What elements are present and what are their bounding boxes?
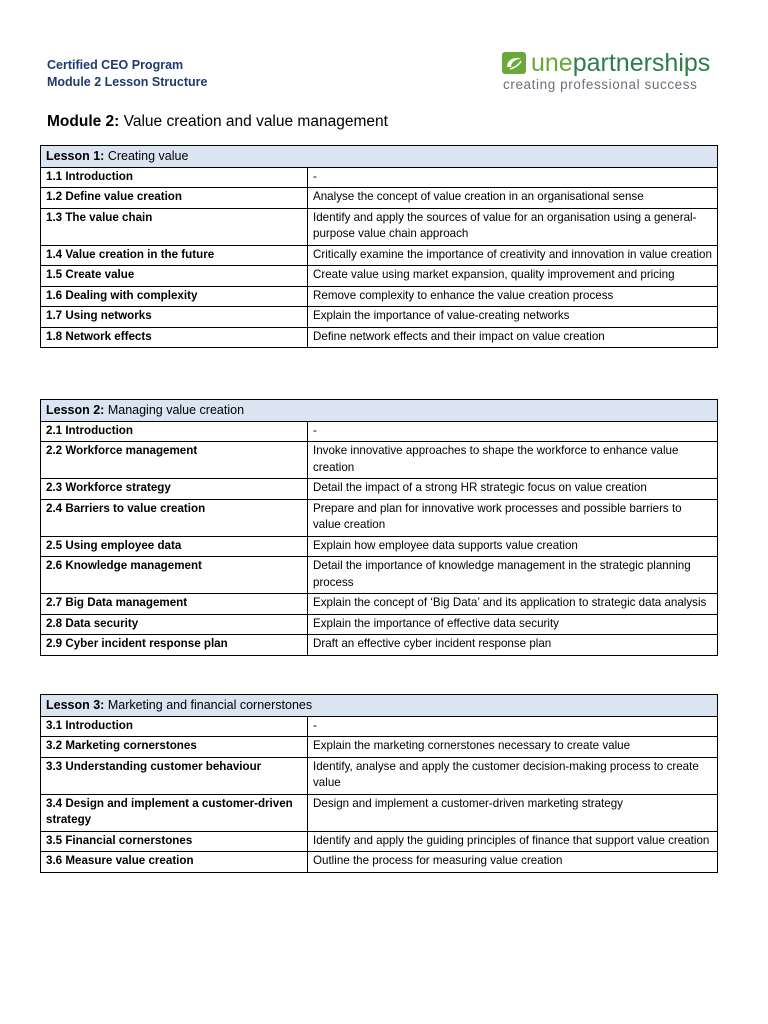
table-row [41, 499, 718, 536]
une-partnerships-logo [502, 50, 714, 92]
description-cell: Detail the impact of a strong HR strategic focus on value creation [308, 479, 718, 500]
topic-cell: 3.6 Measure value creation [41, 852, 308, 873]
topic-cell: 1.8 Network effects [41, 327, 308, 348]
table-row [41, 794, 718, 831]
description-cell: Prepare and plan for innovative work processes and possible barriers to value creation [308, 499, 718, 536]
table-row [41, 557, 718, 594]
topic-cell: 1.5 Create value [41, 266, 308, 287]
topic-cell: 3.4 Design and implement a customer-driven strategy [41, 794, 308, 831]
description-cell: Analyse the concept of value creation in an organisational sense [308, 188, 718, 209]
lesson-1-header: Lesson 1: Creating value [41, 146, 718, 168]
topic-cell: 1.4 Value creation in the future [41, 245, 308, 266]
lesson-2-header: Lesson 2: Managing value creation [41, 400, 718, 422]
description-cell: Identify and apply the guiding principles of finance that support value creation [308, 831, 718, 852]
description-cell: - [308, 716, 718, 737]
table-row [41, 831, 718, 852]
table-row [41, 188, 718, 209]
description-cell: Detail the importance of knowledge management in the strategic planning process [308, 557, 718, 594]
description-cell: Create value using market expansion, quality improvement and pricing [308, 266, 718, 287]
table-row [41, 614, 718, 635]
lesson-3-table [40, 694, 718, 873]
table-row [41, 594, 718, 615]
topic-cell: 3.5 Financial cornerstones [41, 831, 308, 852]
description-cell: Explain the concept of ‘Big Data’ and its application to strategic data analysis [308, 594, 718, 615]
description-cell: Outline the process for measuring value creation [308, 852, 718, 873]
table-row [41, 327, 718, 348]
table-row [41, 167, 718, 188]
table-row [41, 208, 718, 245]
topic-cell: 1.7 Using networks [41, 307, 308, 328]
lesson-1-table [40, 145, 718, 348]
document-header [47, 57, 207, 91]
description-cell: Identify, analyse and apply the customer decision-making process to create value [308, 757, 718, 794]
table-row [41, 737, 718, 758]
module-name: Value creation and value management [119, 113, 388, 130]
description-cell: Identify and apply the sources of value for an organisation using a general-purpose value chain approach [308, 208, 718, 245]
table-row [41, 536, 718, 557]
topic-cell: 3.1 Introduction [41, 716, 308, 737]
table-row [41, 245, 718, 266]
table-row [41, 286, 718, 307]
topic-cell: 2.8 Data security [41, 614, 308, 635]
description-cell: Draft an effective cyber incident response plan [308, 635, 718, 656]
table-row [41, 442, 718, 479]
description-cell: - [308, 167, 718, 188]
swirl-leaf-icon [502, 52, 526, 74]
topic-cell: 2.2 Workforce management [41, 442, 308, 479]
table-row [41, 757, 718, 794]
topic-cell: 1.2 Define value creation [41, 188, 308, 209]
description-cell: Explain the importance of effective data security [308, 614, 718, 635]
table-row [41, 266, 718, 287]
table-row [41, 635, 718, 656]
module-structure-label: Module 2 Lesson Structure [47, 75, 208, 89]
description-cell: Invoke innovative approaches to shape the workforce to enhance value creation [308, 442, 718, 479]
topic-cell: 2.9 Cyber incident response plan [41, 635, 308, 656]
module-label: Module 2: [47, 113, 120, 130]
topic-cell: 3.2 Marketing cornerstones [41, 737, 308, 758]
lesson-2-table [40, 399, 718, 656]
description-cell: Explain how employee data supports value creation [308, 536, 718, 557]
topic-cell: 1.3 The value chain [41, 208, 308, 245]
description-cell: Critically examine the importance of creativity and innovation in value creation [308, 245, 718, 266]
topic-cell: 2.3 Workforce strategy [41, 479, 308, 500]
table-row [41, 479, 718, 500]
table-row [41, 852, 718, 873]
topic-cell: 1.6 Dealing with complexity [41, 286, 308, 307]
topic-cell: 3.3 Understanding customer behaviour [41, 757, 308, 794]
description-cell: Explain the marketing cornerstones necessary to create value [308, 737, 718, 758]
description-cell: Design and implement a customer-driven marketing strategy [308, 794, 718, 831]
description-cell: Explain the importance of value-creating networks [308, 307, 718, 328]
lesson-3-header: Lesson 3: Marketing and financial cornerstones [41, 695, 718, 717]
description-cell: Remove complexity to enhance the value creation process [308, 286, 718, 307]
logo-wordmark: unepartnerships [531, 49, 711, 77]
topic-cell: 1.1 Introduction [41, 167, 308, 188]
program-name: Certified CEO Program [47, 58, 184, 72]
topic-cell: 2.4 Barriers to value creation [41, 499, 308, 536]
description-cell: Define network effects and their impact on value creation [308, 327, 718, 348]
topic-cell: 2.5 Using employee data [41, 536, 308, 557]
table-row [41, 421, 718, 442]
module-title [47, 113, 388, 131]
description-cell: - [308, 421, 718, 442]
topic-cell: 2.7 Big Data management [41, 594, 308, 615]
table-row [41, 307, 718, 328]
topic-cell: 2.1 Introduction [41, 421, 308, 442]
logo-tagline: creating professional success [503, 77, 698, 92]
table-row [41, 716, 718, 737]
topic-cell: 2.6 Knowledge management [41, 557, 308, 594]
